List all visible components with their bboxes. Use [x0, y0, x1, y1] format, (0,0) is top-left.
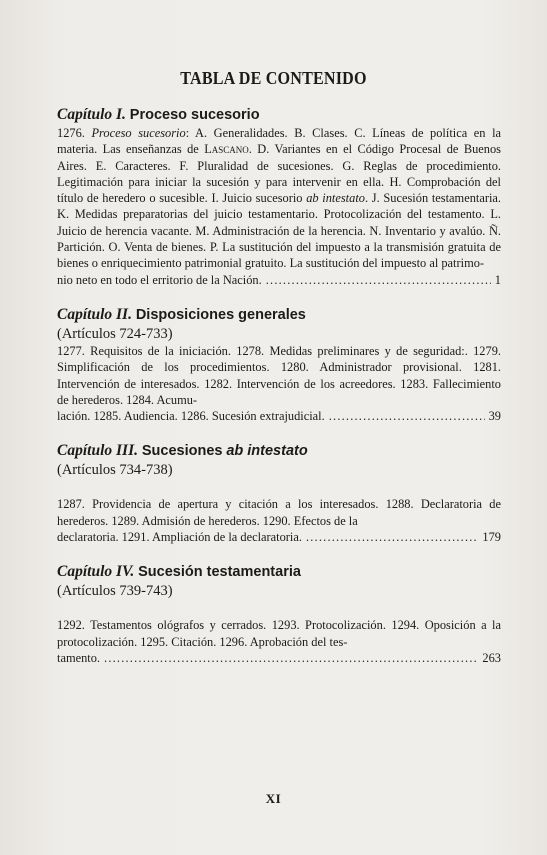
page-title: TABLA DE CONTENIDO: [180, 68, 367, 88]
page-number: 263: [482, 650, 501, 665]
summary-last-line: nio neto en todo el erritorio de la Nación.: [57, 272, 262, 287]
page-number: 39: [488, 409, 501, 424]
chapter-4: [57, 562, 501, 666]
page-number: 179: [482, 530, 501, 545]
summary-last-line: declaratoria. 1291. Ampliación de la declaratoria.: [57, 530, 302, 545]
chapter-summary: [57, 125, 501, 272]
dot-leader: [104, 650, 478, 666]
summary-italic: Proceso sucesorio: [91, 126, 186, 140]
toc-leader-line: [57, 408, 501, 424]
chapter-name-italic: ab intestato: [226, 443, 308, 460]
folio-page-number: XI: [265, 791, 282, 806]
summary-text: . J. Sucesión testamentaria. K. Medidas preparatorias del juicio testamentario. Protocolización del testamento. L. Juicio de herencia vacante. M. Administración de la herencia. N. Inventario y avalúo. Ñ. Partición. O. Venta de bienes. P. La sustitución del impuesto a la transmisión gratuita de bienes o enriquecimiento patrimonial gratuito. La sustitución del impuesto al patrimo-: [57, 191, 501, 271]
chapter-3: [57, 441, 501, 545]
summary-last-line: lación. 1285. Audiencia. 1286. Sucesión extrajudicial.: [57, 409, 325, 424]
author-name: Lascano: [204, 142, 249, 157]
chapter-summary: 1277. Requisitos de la iniciación. 1278. Medidas preliminares y de seguridad:. 1279. Simplificación de los procedimientos. 1280. Administrador provisional. 1281. Intervención de interesados. 1282. Intervención de los acreedores. 1283. Fallecimiento de herederos. 1284. Acumu-: [57, 343, 501, 407]
summary-last-line: tamento.: [57, 650, 101, 665]
toc-leader-line: [57, 272, 501, 288]
chapter-articles: (Artículos 724-733): [57, 325, 173, 342]
dot-leader: [306, 529, 478, 545]
chapter-name: Disposiciones generales: [135, 306, 306, 323]
dot-leader: [266, 272, 491, 288]
chapter-label: Capítulo III.: [57, 442, 138, 460]
chapter-label: Capítulo II.: [57, 305, 132, 323]
chapter-articles: (Artículos 739-743): [57, 583, 173, 600]
chapter-name: Sucesiones: [141, 443, 223, 460]
chapter-1: [57, 105, 501, 288]
page-number: 1: [494, 272, 501, 287]
summary-text: . D. Variantes en el Código Procesal de Buenos Aires. E. Caracteres. F. Pluralidad de sucesiones. G. Reglas de procedimiento. Legitimación para iniciar la sucesión y para intervenir en ella. H. Comprobación del título de heredero o sucesible. I. Juicio sucesorio: [57, 142, 501, 206]
chapter-heading: [57, 562, 501, 582]
chapter-label: Capítulo I.: [57, 106, 126, 123]
chapter-articles: (Artículos 734-738): [57, 462, 173, 479]
toc-leader-line: [57, 529, 501, 545]
summary-italic: ab intestato: [306, 191, 365, 206]
chapter-2: [57, 305, 501, 424]
chapter-summary: 1292. Testamentos ológrafos y cerrados. 1293. Protocolización. 1294. Oposición a la protocolización. 1295. Citación. 1296. Aprobación del tes-: [57, 618, 501, 649]
summary-text: 1276.: [57, 126, 92, 140]
chapter-heading: [57, 305, 501, 325]
chapter-summary: 1287. Providencia de apertura y citación a los interesados. 1288. Declaratoria de herederos. 1289. Admisión de herederos. 1290. Efectos de la: [57, 497, 501, 528]
summary-text: : A. Generalidades. B. Clases. C. Líneas de política en la materia. Las enseñanzas de: [57, 126, 502, 157]
table-of-contents: [57, 105, 501, 666]
dot-leader: [329, 408, 485, 424]
chapter-name: Sucesión testamentaria: [138, 564, 301, 581]
chapter-heading: [57, 441, 501, 461]
chapter-name: Proceso sucesorio: [129, 107, 260, 123]
chapter-heading: [57, 105, 501, 125]
toc-leader-line: [57, 650, 501, 666]
chapter-label: Capítulo IV.: [57, 563, 135, 581]
